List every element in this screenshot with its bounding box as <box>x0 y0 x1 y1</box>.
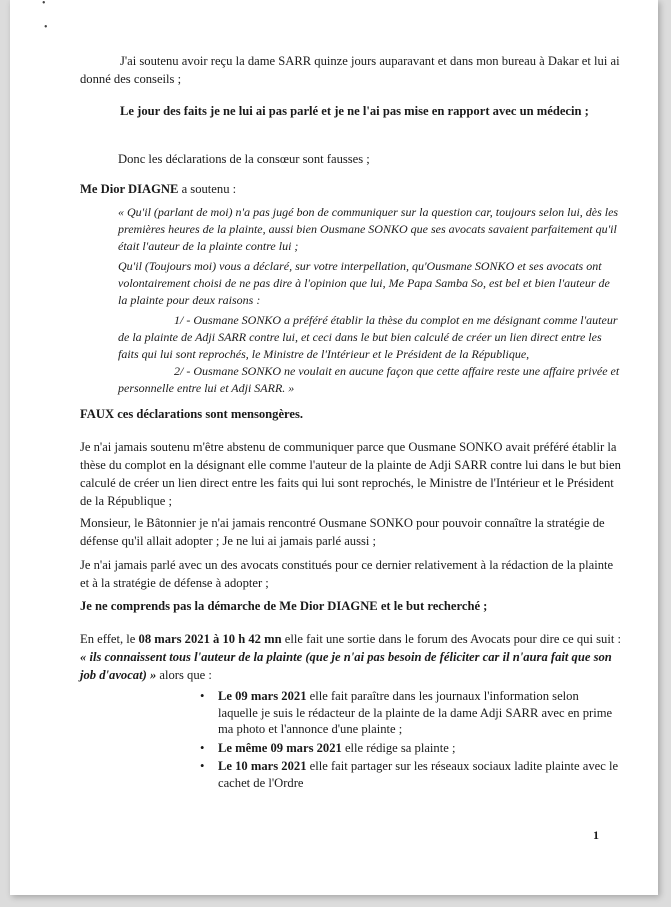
bullet-icon: • <box>200 740 205 755</box>
text-run: elle fait une sortie dans le forum des Avocats pour dire ce qui suit : <box>281 632 621 646</box>
paragraph-bold: Le jour des faits je ne lui ai pas parlé et je ne l'ai pas mise en rapport avec un médecin ; <box>120 104 589 118</box>
paragraph: Je n'ai jamais parlé avec un des avocats constitués pour ce dernier relativement à la rédaction de la plainte et à la stratégie de défense à adopter ; <box>80 558 614 590</box>
item-text: elle fait partager sur les réseaux sociaux ladite plainte avec le cachet de l'Ordre <box>218 759 619 790</box>
document-page <box>10 0 658 895</box>
section-heading <box>80 180 620 198</box>
paragraph-mixed <box>80 630 625 684</box>
list-item <box>200 740 620 757</box>
item-date: Le 09 mars 2021 <box>218 689 307 703</box>
list-item <box>200 758 620 791</box>
scan-mark: • <box>44 22 48 33</box>
quote-paragraph: « Qu'il (parlant de moi) n'a pas jugé bon de communiquer sur la question car, toujours selon lui, dès les premières heures de la plainte, aussi bien Ousmane SONKO que ses avocats savaient parfaitement qu'il était l'auteur de la plainte contre lui ; <box>118 205 619 253</box>
item-text: elle fait paraître dans les journaux l'information selon laquelle je suis le rédacteur de la plainte de la dame Adji SARR avec en prime ma photo et l'annonce d'une plainte ; <box>218 689 613 736</box>
quote-paragraph: Qu'il (Toujours moi) vous a déclaré, sur votre interpellation, qu'Ousmane SONKO et ses avocats ont volontairement choisi de ne pas dire à l'opinion que lui, Me Papa Samba So, est bel et bien l'auteur de la plainte pour deux raisons : <box>118 259 610 307</box>
page-number: 1 <box>593 828 599 842</box>
paragraph: Monsieur, le Bâtonnier je n'ai jamais rencontré Ousmane SONKO pour pouvoir connaître la stratégie de défense qu'il allait adopter ; Je ne lui ai jamais parlé aussi ; <box>80 516 605 548</box>
item-date: Le même 09 mars 2021 <box>218 740 342 755</box>
text-run: alors que : <box>156 668 212 682</box>
quote-paragraph: 2/ - Ousmane SONKO ne voulait en aucune façon que cette affaire reste une affaire privée et personnelle entre lui et Adji SARR. » <box>118 364 620 395</box>
paragraph: Donc les déclarations de la consœur sont fausses ; <box>118 152 370 166</box>
paragraph-bold: FAUX ces déclarations sont mensongères. <box>80 407 304 421</box>
bullet-icon: • <box>200 689 205 703</box>
paragraph: Je n'ai jamais soutenu m'être abstenu de communiquer parce que Ousmane SONKO avait préféré établir la thèse du complot en la désignant elle comme l'auteur de la plainte de Adji SARR contre lui dans le but bien calculé de créer un lien direct entre les faits qui lui sont reprochés, le Ministre de l'Intérieur et le Président de la République ; <box>80 440 621 508</box>
text-run-bold: 08 mars 2021 à 10 h 42 mn <box>138 632 282 646</box>
bullet-icon: • <box>200 759 205 773</box>
bullet-list <box>200 688 620 793</box>
text-run-bold-italic: « ils connaissent tous l'auteur de la plainte (que je n'ai pas besoin de féliciter car il n'aura fait que son job d'avocat) » <box>80 650 612 682</box>
heading-rest: a soutenu : <box>178 182 237 196</box>
scan-mark: • <box>42 0 46 9</box>
paragraph: J'ai soutenu avoir reçu la dame SARR quinze jours auparavant et dans mon bureau à Dakar et lui ai donné des conseils ; <box>80 54 620 86</box>
heading-name: Me Dior DIAGNE <box>80 182 179 196</box>
text-run: En effet, le <box>80 632 139 646</box>
item-date: Le 10 mars 2021 <box>218 759 307 773</box>
quote-paragraph: 1/ - Ousmane SONKO a préféré établir la thèse du complot en me désignant comme l'auteur de la plainte de Adji SARR contre lui, et ceci dans le but bien calculé de créer un lien direct entre les faits qui lui sont reprochés, le Ministre de l'Intérieur et le Président de la République, <box>118 313 618 361</box>
paragraph-bold: Je ne comprends pas la démarche de Me Dior DIAGNE et le but recherché ; <box>80 599 488 613</box>
list-item <box>200 688 620 738</box>
item-text: elle rédige sa plainte ; <box>341 740 456 755</box>
